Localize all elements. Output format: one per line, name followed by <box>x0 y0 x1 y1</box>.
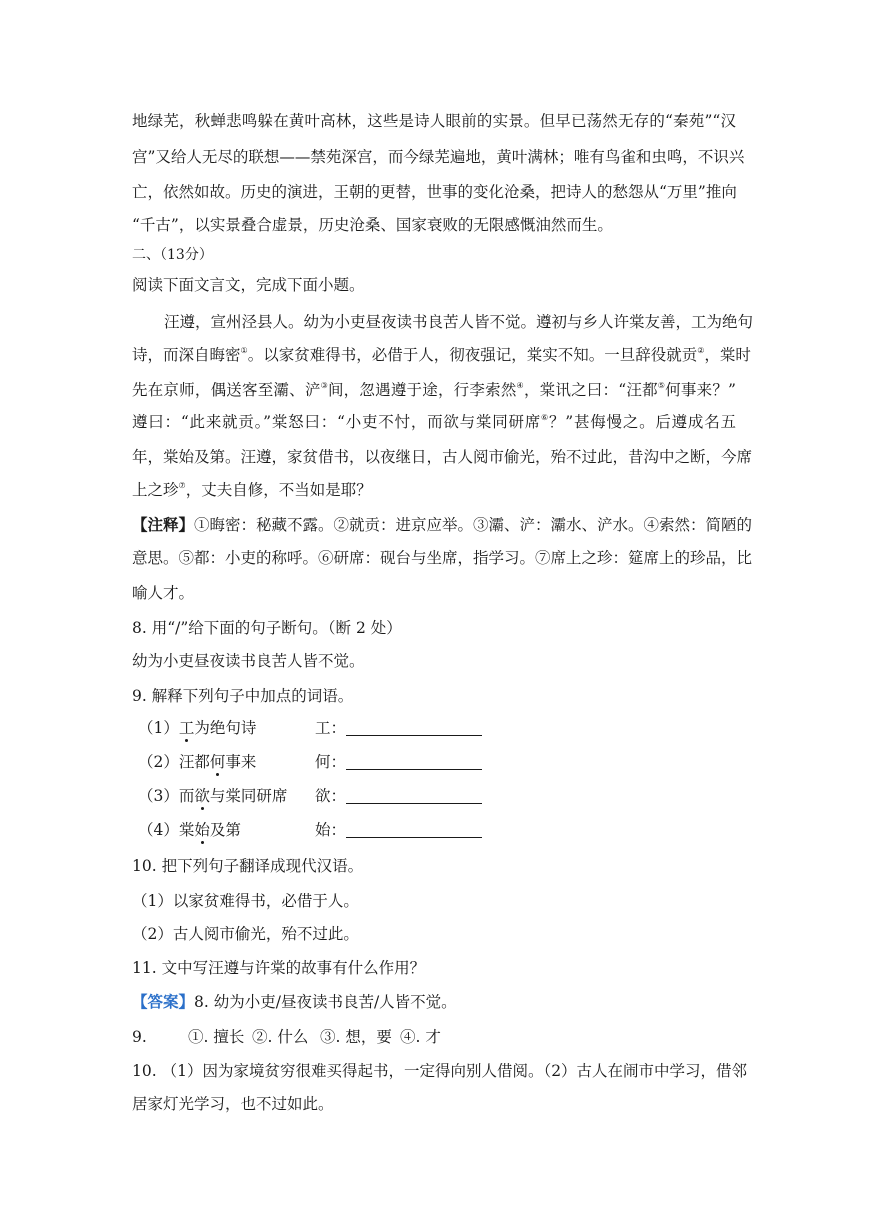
q10-sentence-2: （2）古人阅市偷光，殆不过此。 <box>132 925 359 943</box>
q9-item-2: （2）汪都何事来 <box>138 753 257 771</box>
q9-item-1-label: 工： <box>315 719 347 737</box>
q9-item-1-answer-blank[interactable] <box>346 718 482 736</box>
q8-stem: 8. 用“/”给下面的句子断句。（断 2 处） <box>132 619 402 637</box>
q9-item-2-label: 何： <box>315 753 347 771</box>
classical-line-4: 遵曰：“此来就贡。”棠怒曰：“小吏不忖，而欲与棠同研席⑥？”甚侮慢之。后遵成名五 <box>132 413 736 431</box>
passage-line-3: 亡，依然如故。历史的演进，王朝的更替，世事的变化沧桑，把诗人的愁怨从“万里”推向 <box>132 183 737 201</box>
q9-stem: 9. 解释下列句子中加点的词语。 <box>132 687 354 705</box>
answer-line-9: 9. ①. 擅长 ②. 什么 ③. 想，要 ④. 才 <box>132 1028 441 1046</box>
q9-item-3-label: 欲： <box>315 787 347 805</box>
answer-line-10: 10. （1）因为家境贫穷很难买得起书，一定得向别人借阅。（2）古人在闹市中学习，借邻 <box>132 1062 748 1080</box>
notes-line-3: 喻人才。 <box>132 584 195 602</box>
answer-tag: 【答案】 <box>132 992 195 1011</box>
answer-line-8: 【答案】8. 幼为小吏/昼夜读书良苦/人皆不觉。 <box>132 992 457 1011</box>
q9-item-3-answer-blank[interactable] <box>346 786 482 804</box>
q9-item-4-label: 始： <box>315 821 347 839</box>
answer-line-10-cont: 居家灯光学习，也不过如此。 <box>132 1095 334 1113</box>
q9-item-4: （4）棠始及第 <box>138 821 241 839</box>
classical-line-1: 汪遵，宣州泾县人。幼为小吏昼夜读书良苦人皆不觉。遵初与乡人许棠友善，工为绝句 <box>164 313 754 331</box>
q10-sentence-1: （1）以家贫难得书，必借于人。 <box>132 892 359 910</box>
notes-heading: 【注释】 <box>132 515 195 534</box>
notes-line-1: 【注释】①晦密：秘藏不露。②就贡：进京应举。③灞、浐：灞水、浐水。④索然：简陋的 <box>132 515 753 534</box>
q10-stem: 10. 把下列句子翻译成现代汉语。 <box>132 857 364 875</box>
classical-line-3: 先在京师，偶送客至灞、浐③间，忽遇遵于途，行李索然④，棠讯之曰：“汪都⑤何事来？” <box>132 381 736 399</box>
passage-line-1: 地绿芜，秋蝉悲鸣躲在黄叶高林，这些是诗人眼前的实景。但早已荡然无存的“秦苑”“汉 <box>132 112 736 130</box>
q9-item-3: （3）而欲与棠同研席 <box>138 787 288 805</box>
passage-line-4: “千古”，以实景叠合虚景，历史沧桑、国家衰败的无限感慨油然而生。 <box>132 216 613 234</box>
classical-line-5: 年，棠始及第。汪遵，家贫借书，以夜继日，古人阅市偷光，殆不过此，昔沟中之断，今席 <box>132 448 753 466</box>
q9-item-4-answer-blank[interactable] <box>346 820 482 838</box>
classical-line-2: 诗，而深自晦密①。以家贫难得书，必借于人，彻夜强记，棠实不知。一旦辞役就贡②，棠时 <box>132 346 751 364</box>
notes-line-2: 意思。⑤都：小吏的称呼。⑥研席：砚台与坐席，指学习。⑦席上之珍：筵席上的珍品，比 <box>132 549 753 567</box>
section-heading: 二、（13分） <box>132 247 213 263</box>
passage-line-2: 宫”又给人无尽的联想——禁苑深宫，而今绿芜遍地，黄叶满林；唯有鸟雀和虫鸣，不识兴 <box>132 148 745 166</box>
classical-line-6: 上之珍⑦，丈夫自修，不当如是耶？ <box>132 481 372 499</box>
q11-stem: 11. 文中写汪遵与许棠的故事有什么作用？ <box>132 959 426 977</box>
q8-sentence: 幼为小吏昼夜读书良苦人皆不觉。 <box>132 652 365 670</box>
instruction: 阅读下面文言文，完成下面小题。 <box>132 276 365 294</box>
q9-item-2-answer-blank[interactable] <box>346 752 482 770</box>
q9-item-1: （1）工为绝句诗 <box>138 719 257 737</box>
